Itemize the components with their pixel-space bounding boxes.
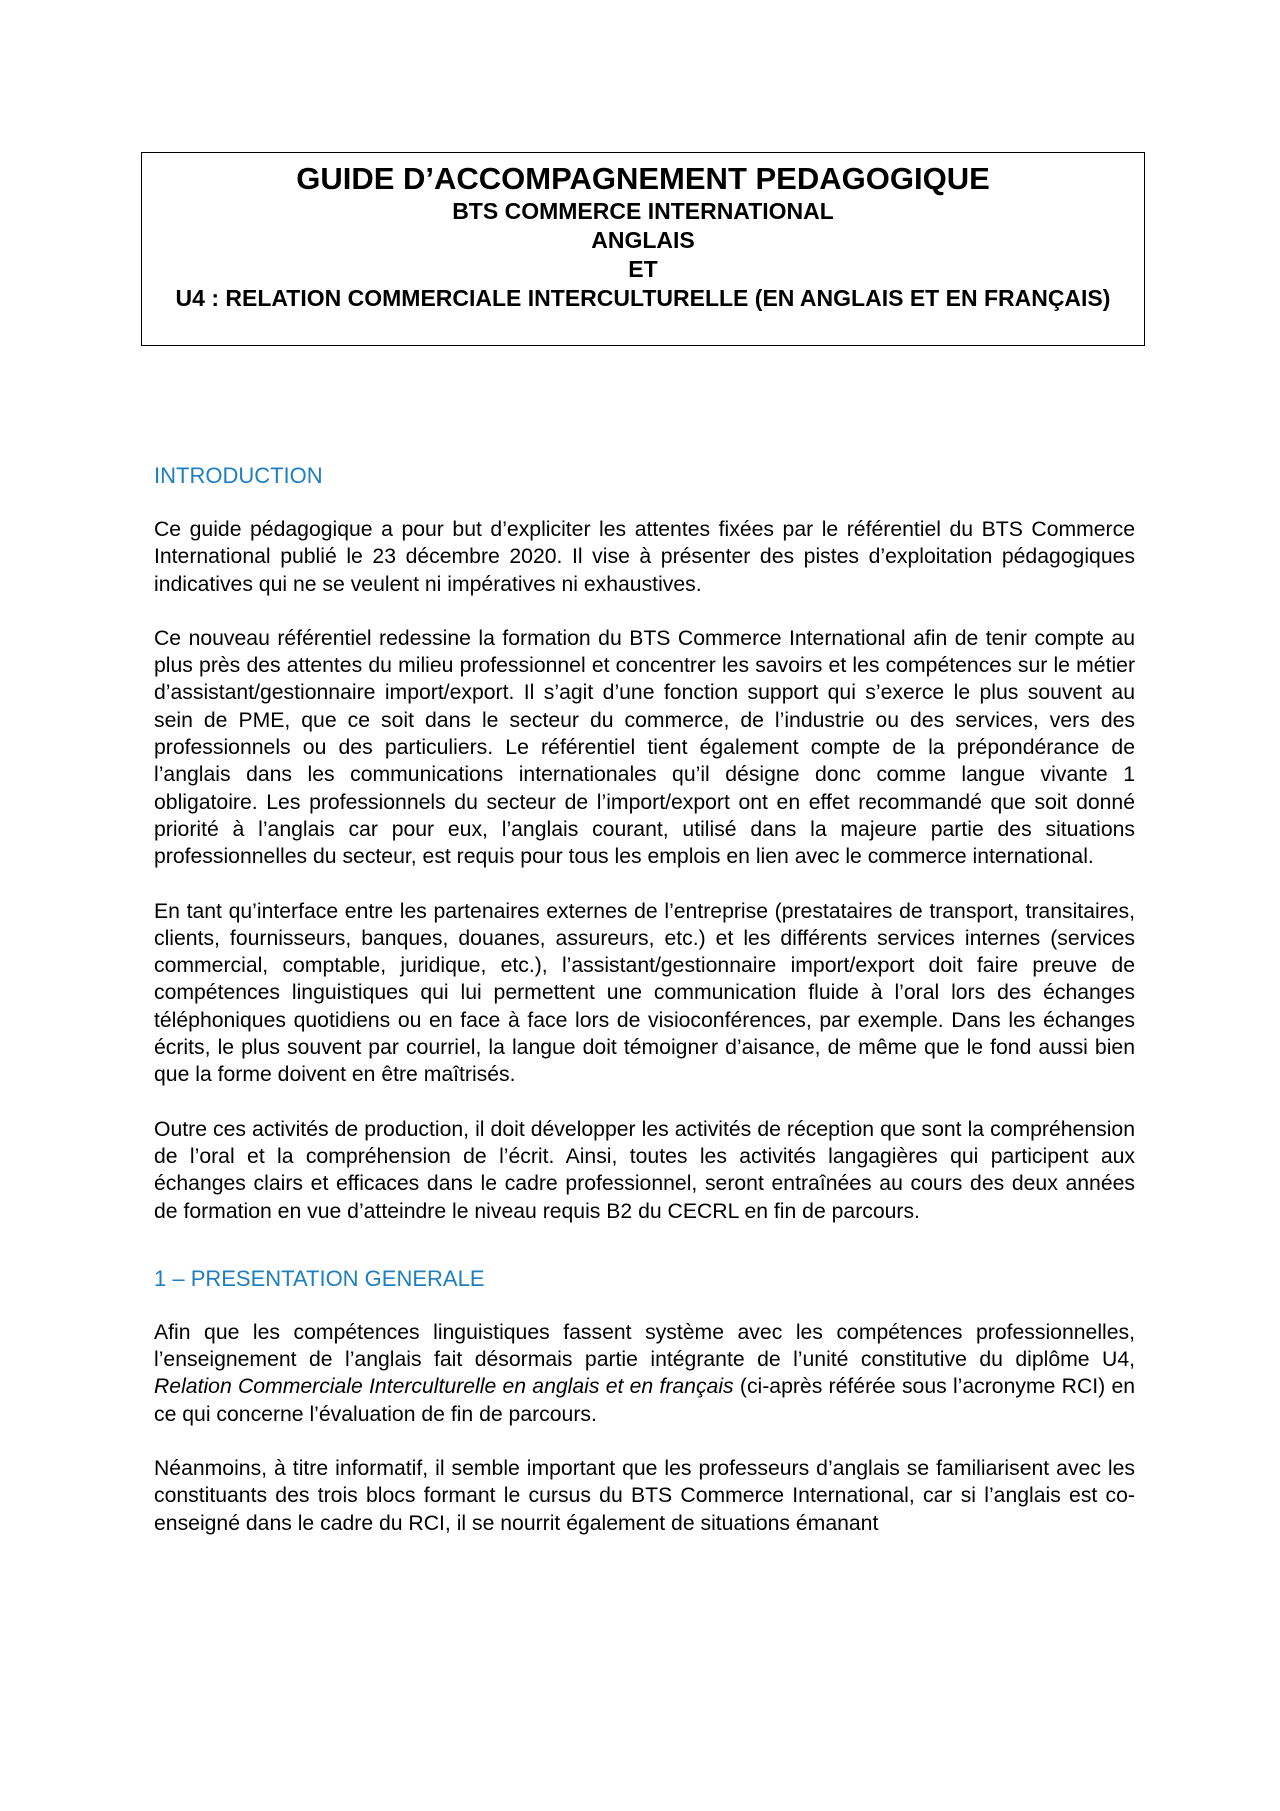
title-line-bts: BTS COMMERCE INTERNATIONAL (452, 198, 834, 224)
section1-paragraph-2: Néanmoins, à titre informatif, il semble important que les professeurs d’anglais se familiarisent avec les constituants des trois blocs formant le cursus du BTS Commerce International, car si l’anglais est co-enseigné dans le cadre du RCI, il se nourrit également de situations émanant (154, 1457, 1135, 1535)
section1-paragraph-1 (154, 1319, 1135, 1428)
section1-p1-text: Afin que les compétences linguistiques fassent système avec les compétences professionnelles, l’enseignement de l’anglais fait désormais partie intégrante de l’unité constitutive du diplôme U4, (154, 1320, 1135, 1372)
intro-paragraph-4: Outre ces activités de production, il doit développer les activités de réception que sont la compréhension de l’oral et la compréhension de l’écrit. Ainsi, toutes les activités langagières qui participent aux échanges clairs et efficaces dans le cadre professionnel, seront entraînées au cours des deux années de formation en vue d’atteindre le niveau requis B2 du CECRL en fin de parcours. (154, 1117, 1135, 1223)
intro-paragraph-2: Ce nouveau référentiel redessine la formation du BTS Commerce International afin de tenir compte au plus près des attentes du milieu professionnel et concentrer les savoirs et les compétences sur le métier d’assistant/gestionnaire import/export. Il s’agit d’une fonction support qui s’exerce le plus souvent au sein de PME, que ce soit dans le secteur du commerce, de l’industrie ou des services, vers des professionnels ou des particuliers. Le référentiel tient également compte de la prépondérance de l’anglais dans les communications internationales qu’il désigne donc comme langue vivante 1 obligatoire. Les professionnels du secteur de l’import/export ont en effet recommandé que soit donné priorité à l’anglais car pour eux, l’anglais courant, utilisé dans la majeure partie des situations professionnelles du secteur, est requis pour tous les emplois en lien avec le commerce international. (154, 626, 1135, 869)
document-title: GUIDE D’ACCOMPAGNEMENT PEDAGOGIQUE (296, 161, 990, 196)
title-line-et: ET (628, 256, 658, 282)
section1-p1-italic: Relation Commerciale Interculturelle en anglais et en français (154, 1375, 734, 1399)
title-line-anglais: ANGLAIS (591, 227, 695, 253)
intro-paragraph-3: En tant qu’interface entre les partenaires externes de l’entreprise (prestataires de transport, transitaires, clients, fournisseurs, banques, douanes, assureurs, etc.) et les différents services internes (services commercial, comptable, juridique, etc.), l’assistant/gestionnaire import/export doit faire preuve de compétences linguistiques qui lui permettent une communication fluide à l’oral lors des échanges téléphoniques quotidiens ou en face à face lors de visioconférences, par exemple. Dans les échanges écrits, le plus souvent par courriel, la langue doit témoigner d’aisance, de même que le fond aussi bien que la forme doivent en être maîtrisés. (154, 899, 1135, 1087)
introduction-heading: INTRODUCTION (154, 463, 323, 488)
document-body (154, 462, 1135, 1564)
section1-p1-text-end: (ci-après référée sous l’acronyme RCI) en ce qui concerne l’évaluation de fin de parcours. (154, 1375, 1136, 1426)
title-box (141, 152, 1145, 346)
intro-paragraph-1: Ce guide pédagogique a pour but d’expliciter les attentes fixées par le référentiel du BTS Commerce International publié le 23 décembre 2020. Il vise à présenter des pistes d’exploitation pédagogiques indicatives qui ne se veulent ni impératives ni exhaustives. (154, 518, 1135, 596)
title-line-u4: U4 : RELATION COMMERCIALE INTERCULTURELLE (EN ANGLAIS ET EN FRANÇAIS) (175, 285, 1111, 311)
section1-heading: 1 – PRESENTATION GENERALE (154, 1265, 485, 1291)
